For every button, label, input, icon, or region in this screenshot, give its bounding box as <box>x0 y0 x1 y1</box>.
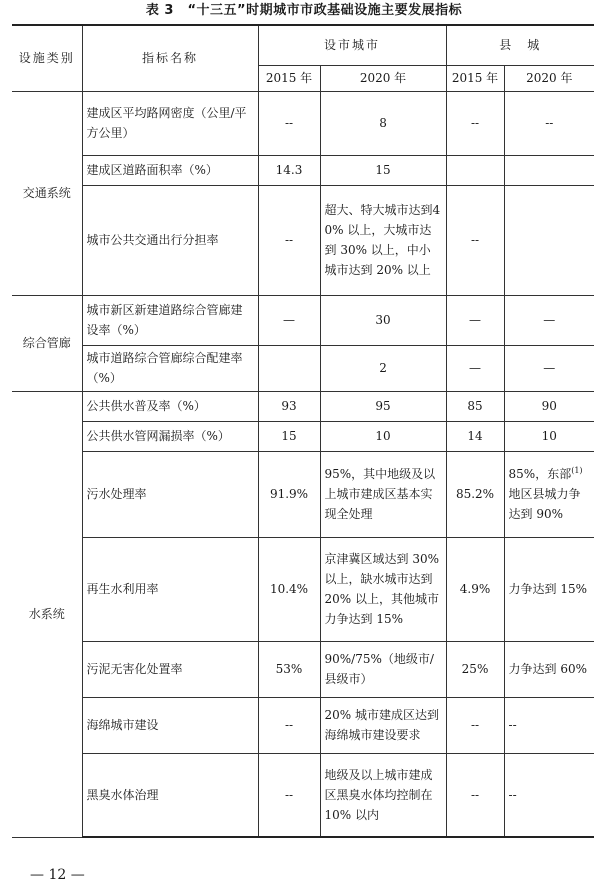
county-2020-value: 90 <box>504 391 594 421</box>
county-2020-value: — <box>504 345 594 391</box>
indicator-name: 城市新区新建道路综合管廊建设率（%） <box>82 295 258 345</box>
county-2020-value: — <box>504 295 594 345</box>
category-water: 水系统 <box>12 391 82 837</box>
header-county-2015: 2015 年 <box>446 65 504 91</box>
county-2015-value: — <box>446 345 504 391</box>
city-2020-value: 地级及以上城市建成区黑臭水体均控制在 10% 以内 <box>320 753 446 837</box>
table-row <box>12 421 594 451</box>
city-2020-value: 8 <box>320 91 446 155</box>
city-2020-value: 15 <box>320 155 446 185</box>
city-2015-value <box>258 345 320 391</box>
county-2020-value <box>504 185 594 295</box>
header-county-2020: 2020 年 <box>504 65 594 91</box>
header-county-group: 县 城 <box>446 25 594 65</box>
city-2015-value: 53% <box>258 641 320 697</box>
table-title: 表 3 “十三五”时期城市市政基础设施主要发展指标 <box>145 3 463 18</box>
county-2020-value: -- <box>504 697 594 753</box>
county-2020-value <box>504 155 594 185</box>
city-2020-value: 95 <box>320 391 446 421</box>
table-row <box>12 391 594 421</box>
header-category: 设施类别 <box>12 25 82 91</box>
county-2015-value: -- <box>446 697 504 753</box>
city-2015-value: 93 <box>258 391 320 421</box>
table-row <box>12 753 594 837</box>
table-row <box>12 295 594 345</box>
city-2020-value: 90%/75%（地级市/县级市） <box>320 641 446 697</box>
county-2015-value: 4.9% <box>446 537 504 641</box>
county-2015-value: -- <box>446 185 504 295</box>
county-2015-value: — <box>446 295 504 345</box>
city-2020-value: 2 <box>320 345 446 391</box>
indicator-name: 公共供水普及率（%） <box>82 391 258 421</box>
table-row <box>12 451 594 537</box>
county-2020-value: 力争达到 15% <box>504 537 594 641</box>
indicator-name: 污泥无害化处置率 <box>82 641 258 697</box>
county-2020-text-cont: 地区县城力争达到 90% <box>508 487 581 521</box>
indicator-name: 海绵城市建设 <box>82 697 258 753</box>
county-2015-value: -- <box>446 753 504 837</box>
city-2015-value: 15 <box>258 421 320 451</box>
county-2020-value: 10 <box>504 421 594 451</box>
city-2015-value: 91.9% <box>258 451 320 537</box>
indicator-name: 建成区道路面积率（%） <box>82 155 258 185</box>
city-2015-value: — <box>258 295 320 345</box>
indicator-name: 污水处理率 <box>82 451 258 537</box>
city-2015-value: 10.4% <box>258 537 320 641</box>
county-2015-value: 14 <box>446 421 504 451</box>
city-2020-value: 10 <box>320 421 446 451</box>
page-number: — 12 — <box>30 867 85 883</box>
indicator-name: 城市道路综合管廊综合配建率（%） <box>82 345 258 391</box>
county-2015-value: -- <box>446 91 504 155</box>
table-row <box>12 641 594 697</box>
indicator-name: 再生水利用率 <box>82 537 258 641</box>
table-row <box>12 697 594 753</box>
table-row <box>12 91 594 155</box>
county-2015-value: 85.2% <box>446 451 504 537</box>
header-city-2020: 2020 年 <box>320 65 446 91</box>
header-city-group: 设市城市 <box>258 25 446 65</box>
header-city-2015: 2015 年 <box>258 65 320 91</box>
county-2020-value <box>504 451 594 537</box>
city-2015-value: -- <box>258 697 320 753</box>
city-2015-value: -- <box>258 91 320 155</box>
city-2015-value: 14.3 <box>258 155 320 185</box>
county-2015-value: 85 <box>446 391 504 421</box>
city-2015-value: -- <box>258 753 320 837</box>
header-row <box>12 25 594 65</box>
category-transport: 交通系统 <box>12 91 82 295</box>
header-indicator: 指标名称 <box>82 25 258 91</box>
city-2015-value: -- <box>258 185 320 295</box>
table-row <box>12 185 594 295</box>
city-2020-value: 京津冀区域达到 30% 以上，缺水城市达到 20% 以上，其他城市力争达到 15% <box>320 537 446 641</box>
city-2020-value: 30 <box>320 295 446 345</box>
county-2020-text: 85%，东部 <box>508 467 572 481</box>
indicator-name: 建成区平均路网密度（公里/平方公里） <box>82 91 258 155</box>
county-2020-value: -- <box>504 91 594 155</box>
indicator-name: 黑臭水体治理 <box>82 753 258 837</box>
county-2015-value <box>446 155 504 185</box>
table-row <box>12 345 594 391</box>
county-2020-value: 力争达到 60% <box>504 641 594 697</box>
indicator-name: 城市公共交通出行分担率 <box>82 185 258 295</box>
category-pipe-gallery: 综合管廊 <box>12 295 82 391</box>
county-2020-value: -- <box>504 753 594 837</box>
indicator-name: 公共供水管网漏损率（%） <box>82 421 258 451</box>
city-2020-value: 20% 城市建成区达到海绵城市建设要求 <box>320 697 446 753</box>
county-2015-value: 25% <box>446 641 504 697</box>
city-2020-value: 超大、特大城市达到40% 以上，大城市达到 30% 以上，中小城市达到 20% 以上 <box>320 185 446 295</box>
indicator-table <box>12 24 594 838</box>
table-row <box>12 155 594 185</box>
city-2020-value: 95%，其中地级及以上城市建成区基本实现全处理 <box>320 451 446 537</box>
table-row <box>12 537 594 641</box>
footnote-marker: (1) <box>571 466 583 475</box>
